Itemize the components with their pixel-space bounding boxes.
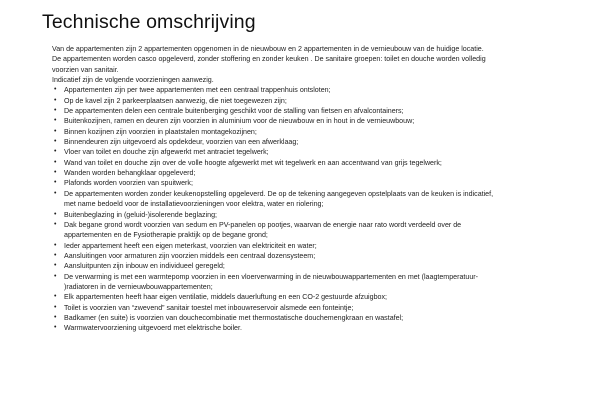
bullet-text-line: Toilet is voorzien van “zwevend” sanitair toestel met inbouwreservoir alsmede een fonteintje; <box>64 303 354 312</box>
bullet-list <box>52 85 582 333</box>
bullet-text-line: Buitenbeglazing in (geluid-)isolerende beglazing; <box>64 210 218 219</box>
bullet-dot-icon: • <box>54 324 57 332</box>
bullet-dot-icon: • <box>54 127 57 135</box>
bullet-item <box>52 261 582 271</box>
bullet-dot-icon: • <box>54 220 57 228</box>
intro-line: voorzien van sanitair. <box>52 65 119 74</box>
bullet-dot-icon: • <box>54 272 57 280</box>
bullet-text-line: Ieder appartement heeft een eigen meterkast, voorzien van elektriciteit en water; <box>64 241 317 250</box>
bullet-text-line: Buitenkozijnen, ramen en deuren zijn voorzien in aluminium voor de nieuwbouw en in hout in de vernieuwbouw; <box>64 117 415 126</box>
bullet-item <box>52 137 582 147</box>
bullet-item <box>52 147 582 157</box>
bullet-text-line: )radiatoren in de vernieuwbouwappartementen; <box>64 282 213 291</box>
bullet-item <box>52 313 582 323</box>
bullet-item <box>52 116 582 126</box>
slide-title: Technische omschrijving <box>42 11 256 33</box>
slide-body <box>52 44 582 334</box>
bullet-text-line: Aansluitpunten zijn inbouw en individueel geregeld; <box>64 262 225 271</box>
bullet-text-line: Plafonds worden voorzien van spuitwerk; <box>64 179 193 188</box>
bullet-item <box>52 323 582 333</box>
bullet-text-line: met name bedoeld voor de installatievoorzieningen voor elektra, water en riolering; <box>64 200 324 209</box>
bullet-text-line: Op de kavel zijn 2 parkeerplaatsen aanwezig, die niet toegewezen zijn; <box>64 96 287 105</box>
bullet-dot-icon: • <box>54 262 57 270</box>
bullet-dot-icon: • <box>54 158 57 166</box>
bullet-item <box>52 106 582 116</box>
bullet-item <box>52 158 582 168</box>
bullet-dot-icon: • <box>54 148 57 156</box>
bullet-item <box>52 127 582 137</box>
intro-text <box>52 44 582 85</box>
bullet-text-line: Aansluitingen voor armaturen zijn voorzien middels een centraal dozensysteem; <box>64 251 316 260</box>
bullet-dot-icon: • <box>54 86 57 94</box>
bullet-text-line: De verwarming is met een warmtepomp voorzien in een vloerverwarming in de nieuwbouwappartementen en met (laagtemperatuur- <box>64 272 479 281</box>
bullet-text-line: Warmwatervoorziening uitgevoerd met elektrische boiler. <box>64 324 242 333</box>
bullet-dot-icon: • <box>54 107 57 115</box>
bullet-text-line: De appartementen worden zonder keukenopstelling opgeleverd. De op de tekening aangegeven opstelplaats van de keuken is indicatief, <box>64 189 494 198</box>
intro-line: Indicatief zijn de volgende voorzieningen aanwezig. <box>52 76 214 85</box>
bullet-text-line: Appartementen zijn per twee appartementen met een centraal trappenhuis ontsloten; <box>64 86 331 95</box>
bullet-dot-icon: • <box>54 251 57 259</box>
bullet-dot-icon: • <box>54 241 57 249</box>
bullet-text-line: Dak begane grond wordt voorzien van sedum en PV-panelen op pootjes, waarvan de energie naar rato wordt verdeeld over de <box>64 220 462 229</box>
bullet-item <box>52 251 582 261</box>
bullet-item <box>52 303 582 313</box>
bullet-text-line: Binnen kozijnen zijn voorzien in plaatstalen montagekozijnen; <box>64 127 257 136</box>
bullet-item <box>52 96 582 106</box>
bullet-text-line: De appartementen delen een centrale buitenberging geschikt voor de stalling van fietsen en afvalcontainers; <box>64 107 404 116</box>
bullet-item <box>52 178 582 188</box>
bullet-item <box>52 189 582 210</box>
bullet-dot-icon: • <box>54 179 57 187</box>
bullet-item <box>52 210 582 220</box>
bullet-item <box>52 168 582 178</box>
bullet-dot-icon: • <box>54 117 57 125</box>
bullet-dot-icon: • <box>54 303 57 311</box>
bullet-dot-icon: • <box>54 169 57 177</box>
bullet-dot-icon: • <box>54 293 57 301</box>
intro-line: Van de appartementen zijn 2 appartementen opgenomen in de nieuwbouw en 2 appartementen in de vernieubouw van de huidige locatie. <box>52 45 484 53</box>
intro-line: De appartementen worden casco opgeleverd, zonder stoffering en zonder keuken . De sanitaire groepen: toilet en douche worden volledig <box>52 55 486 64</box>
bullet-item <box>52 85 582 95</box>
bullet-item <box>52 272 582 293</box>
bullet-text-line: Wanden worden behangklaar opgeleverd; <box>64 169 196 178</box>
bullet-dot-icon: • <box>54 189 57 197</box>
bullet-item <box>52 292 582 302</box>
bullet-dot-icon: • <box>54 138 57 146</box>
bullet-text-line: Binnendeuren zijn uitgevoerd als opdekdeur, voorzien van een afwerklaag; <box>64 138 299 147</box>
bullet-dot-icon: • <box>54 313 57 321</box>
bullet-item <box>52 220 582 241</box>
bullet-text-line: appartementen en de Fysiotherapie praktijk op de begane grond; <box>64 231 268 240</box>
bullet-dot-icon: • <box>54 96 57 104</box>
bullet-text-line: Vloer van toilet en douche zijn afgewerkt met antraciet tegelwerk; <box>64 148 269 157</box>
bullet-text-line: Badkamer (en suite) is voorzien van douchecombinatie met thermostatische douchemengkraan en wastafel; <box>64 313 404 322</box>
bullet-text-line: Elk appartementen heeft haar eigen ventilatie, middels dauerluftung en een CO-2 gestuurde afzuigbox; <box>64 293 387 302</box>
bullet-dot-icon: • <box>54 210 57 218</box>
bullet-text-line: Wand van toilet en douche zijn over de volle hoogte afgewerkt met wit tegelwerk en aan accentwand van grijs tegelwerk; <box>64 158 442 167</box>
bullet-item <box>52 241 582 251</box>
